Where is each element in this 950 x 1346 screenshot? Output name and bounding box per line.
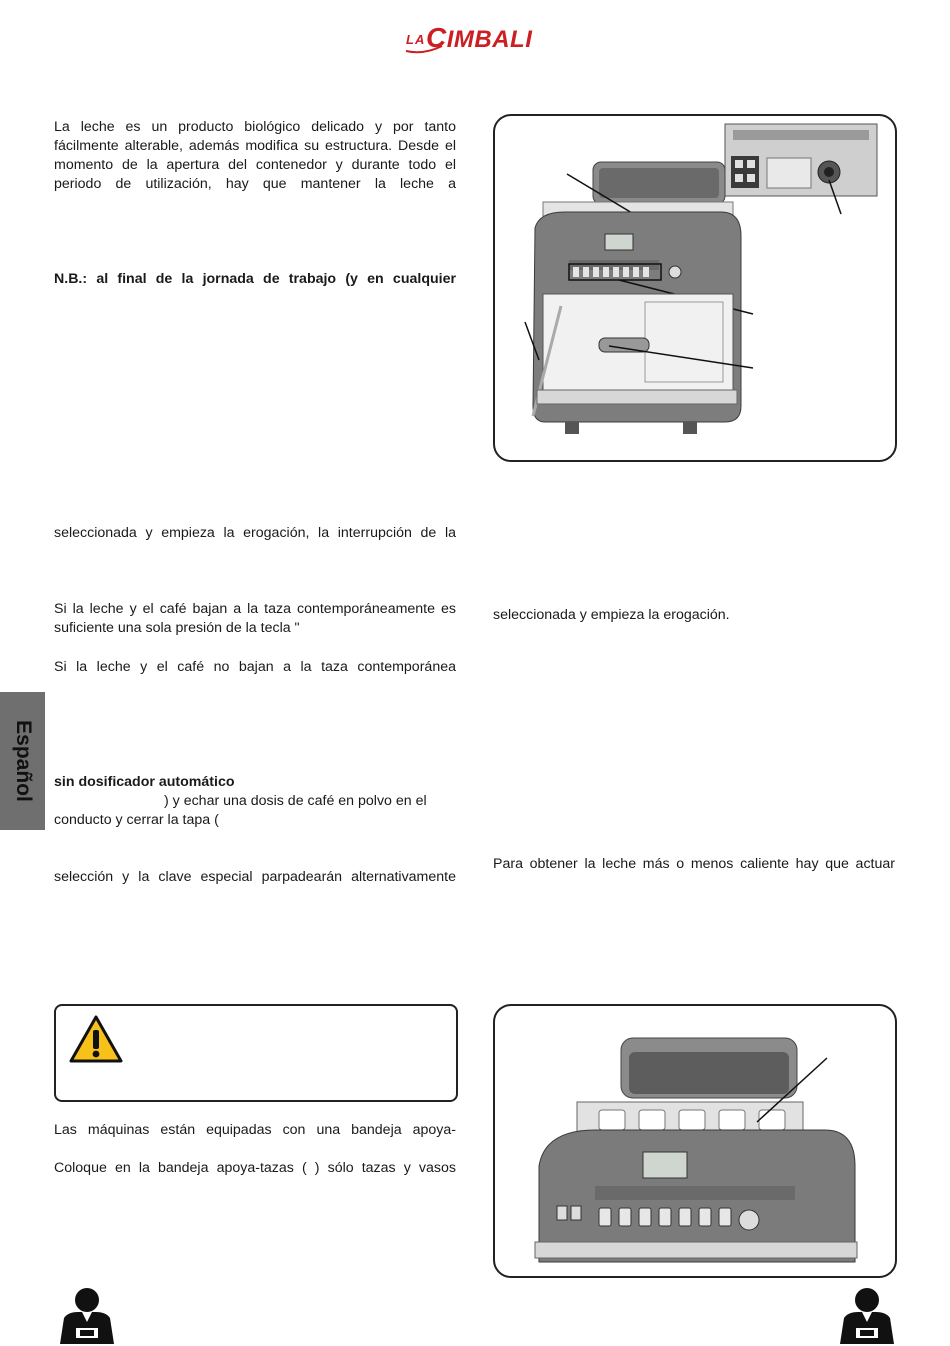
logo-la: LA: [406, 32, 426, 47]
warning-box: [54, 1004, 458, 1102]
warning-triangle-icon: [68, 1014, 124, 1064]
simultaneous-paragraph: Si la leche y el café bajan a la taza contemporáneamente es suficiente una sola presión de la tecla ": [54, 601, 456, 636]
milk-intro-paragraph: La leche es un producto biológico delicado y por tanto fácilmente alterable, además modifica su estructura. Desde el momento de la apertura del contenedor y durante todo el periodo de utilización, hay que mantener la leche a: [54, 119, 456, 192]
no-doser-line-3: conducto y cerrar la tapa (: [54, 812, 219, 828]
language-tab: [0, 692, 45, 830]
cup-tray-machine-illustration: [495, 1006, 895, 1276]
brand-logo: [404, 22, 546, 54]
logo-name: CIMBALI: [426, 22, 533, 53]
machine-figure-top: [493, 114, 897, 462]
interruption-paragraph: seleccionada y empieza la erogación, la interrupción de la: [54, 525, 456, 541]
blinking-paragraph: selección y la clave especial parpadearán alternativamente: [54, 869, 456, 885]
non-simultaneous-paragraph: Si la leche y el café no bajan a la taza contemporánea: [54, 659, 456, 675]
coffee-machine-illustration: [495, 116, 895, 460]
machine-figure-bottom: [493, 1004, 897, 1278]
cup-tray-paragraph: Las máquinas están equipadas con una bandeja apoya-: [54, 1122, 456, 1138]
no-doser-heading: sin dosificador automático: [54, 774, 235, 790]
erogation-start-paragraph: seleccionada y empieza la erogación.: [493, 607, 730, 623]
hot-milk-paragraph: Para obtener la leche más o menos caliente hay que actuar: [493, 856, 895, 872]
barista-icon: [54, 1286, 120, 1346]
no-doser-line-2: ) y echar una dosis de café en polvo en el: [164, 793, 427, 809]
barista-icon: [834, 1286, 900, 1346]
nb-note: N.B.: al final de la jornada de trabajo (y en cualquier: [54, 271, 456, 287]
cup-tray-usage-paragraph: Coloque en la bandeja apoya-tazas ( ) sólo tazas y vasos: [54, 1160, 456, 1176]
language-tab-label: Español: [11, 720, 35, 802]
